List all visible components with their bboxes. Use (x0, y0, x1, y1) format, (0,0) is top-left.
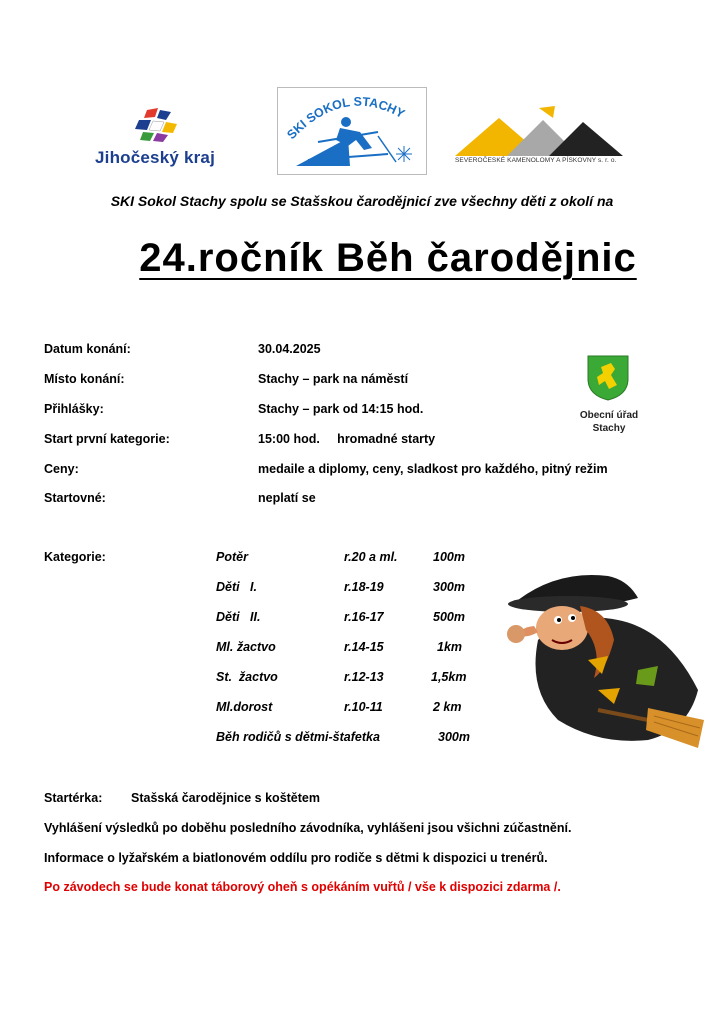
detail-label-start: Start první kategorie: (44, 432, 170, 446)
detail-label-registration: Přihlášky: (44, 402, 104, 416)
detail-label-date: Datum konání: (44, 342, 131, 356)
ski-sokol-stachy-logo (277, 87, 427, 175)
category-name: Ml.dorost (216, 700, 273, 714)
category-distance: 2 km (433, 700, 462, 714)
category-name: Děti I. (216, 580, 257, 594)
detail-value-registration: Stachy – park od 14:15 hod. (258, 402, 424, 416)
witch-illustration (498, 570, 704, 760)
detail-value-place: Stachy – park na náměstí (258, 372, 409, 386)
category-name: Ml. žactvo (216, 640, 276, 654)
intro-text: SKI Sokol Stachy spolu se Stašskou čarodějnicí zve všechny děti z okolí na (110, 193, 614, 209)
category-name: Potěr (216, 550, 248, 564)
categories-label: Kategorie: (44, 550, 106, 564)
emblem-text-line1: Obecní úřad (579, 410, 639, 421)
jihocesky-kraj-logo (95, 108, 240, 172)
detail-value-start: 15:00 hod. hromadné starty (258, 432, 436, 446)
category-age: r.10-11 (344, 700, 383, 714)
kamenolomy-text: SEVEROČESKÉ KAMENOLOMY A PÍSKOVNY s. r. o. (455, 157, 617, 164)
category-distance: 500m (433, 610, 465, 624)
detail-value-date: 30.04.2025 (258, 342, 321, 356)
jihocesky-kraj-mark-icon (133, 108, 179, 142)
category-name: St. žactvo (216, 670, 278, 684)
detail-label-prizes: Ceny: (44, 462, 79, 476)
category-distance: 1km (437, 640, 463, 654)
detail-value-prizes: medaile a diplomy, ceny, sladkost pro každého, pitný režim (258, 462, 608, 476)
snowflake-icon (396, 146, 412, 162)
kamenolomy-logo (455, 106, 623, 166)
category-name: Děti II. (216, 610, 261, 624)
category-distance: 1,5km (431, 670, 467, 684)
campfire-note: Po závodech se bude konat táborový oheň s opékáním vuřtů / vše k dispozici zdarma /. (44, 880, 561, 894)
category-age: r.16-17 (344, 610, 384, 624)
detail-label-fee: Startovné: (44, 491, 106, 505)
info-note: Informace o lyžařském a biatlonovém oddílu pro rodiče s dětmi k dispozici u trenérů. (44, 851, 548, 865)
ski-sokol-arc-text: SKI SOKOL STACHY (284, 94, 408, 142)
starter-label: Startérka: (44, 791, 103, 805)
relay-name: Běh rodičů s dětmi-štafetka (216, 730, 380, 744)
starter-value: Stašská čarodějnice s koštětem (131, 791, 320, 805)
category-distance: 100m (433, 550, 465, 564)
category-distance: 300m (433, 580, 465, 594)
shield-icon (587, 355, 629, 401)
detail-value-fee: neplatí se (258, 491, 316, 505)
emblem-text-line2: Stachy (592, 423, 626, 434)
results-note: Vyhlášení výsledků po doběhu posledního závodníka, vyhlášeni jsou všichni zúčastnění. (44, 821, 572, 835)
mountains-icon (455, 106, 623, 156)
category-age: r.20 a ml. (344, 550, 398, 564)
relay-distance: 300m (438, 730, 470, 744)
jihocesky-kraj-text: Jihočeský kraj (95, 148, 215, 167)
category-age: r.14-15 (344, 640, 384, 654)
obecni-urad-emblem (573, 355, 645, 440)
category-age: r.18-19 (344, 580, 384, 594)
page-title: 24.ročník Běh čarodějnic (139, 236, 637, 280)
detail-label-place: Místo konání: (44, 372, 125, 386)
category-age: r.12-13 (344, 670, 384, 684)
